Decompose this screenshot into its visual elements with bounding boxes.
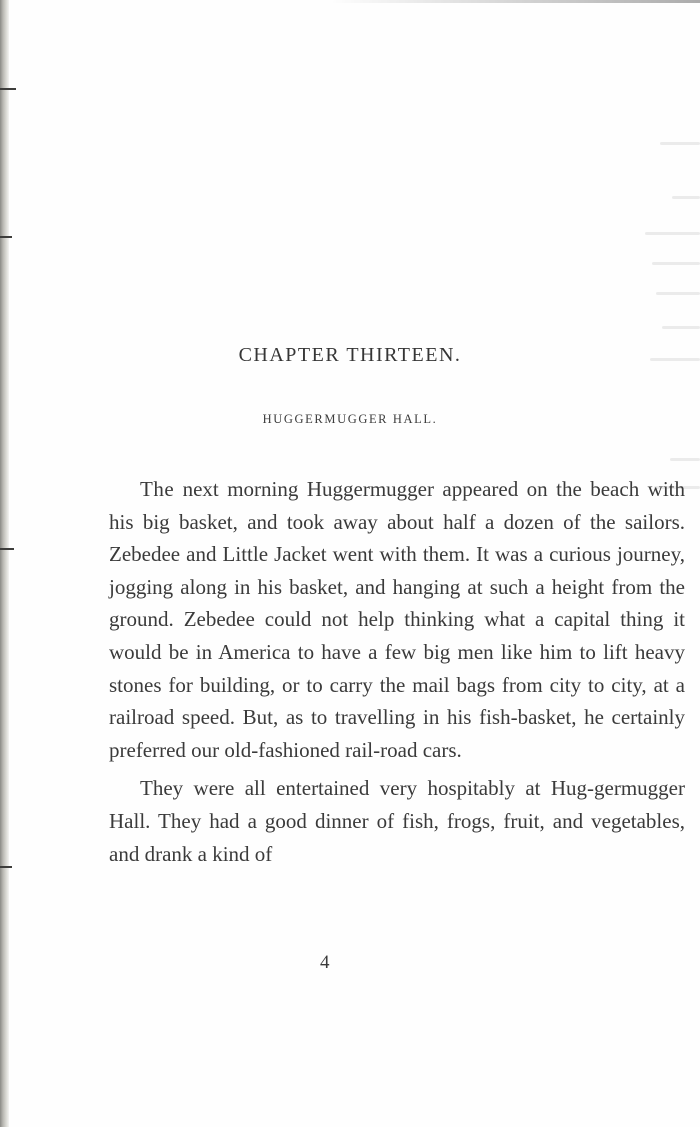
paragraph: [109, 772, 685, 870]
chapter-title: CHAPTER THIRTEEN.: [238, 344, 462, 366]
chapter-subtitle: HUGGERMUGGER HALL.: [262, 412, 438, 426]
paragraph: [109, 473, 685, 766]
body-text: [109, 473, 685, 870]
binding-mark: [0, 88, 16, 90]
paragraph-text: next morning Huggermugger appeared on the beach with his big basket, and took away about half a dozen of the sailors. Zebedee and Little Jacket went with them. It was a curious journey, jogging along in his basket, and hanging at such a height from the ground. Zebedee could not help thinking what a capital thing it would be in America to have a few big men like him to lift heavy stones for building, or to carry the mail bags from city to city, at a railroad speed. But, as to travelling in his fish-basket, he certainly preferred our old-fashioned rail-road cars.: [109, 477, 685, 762]
paragraph-lead-word: The: [140, 477, 175, 501]
binding-mark: [0, 548, 14, 550]
binding-mark: [0, 236, 12, 238]
binding-edge: [0, 0, 9, 1127]
page-number: 4: [320, 952, 330, 973]
binding-mark: [0, 866, 12, 868]
paragraph-text: They were all entertained very hospitably at Hug-germugger Hall. They had a good dinner of fish, frogs, fruit, and vegetables, and drank a kind of: [109, 776, 685, 866]
